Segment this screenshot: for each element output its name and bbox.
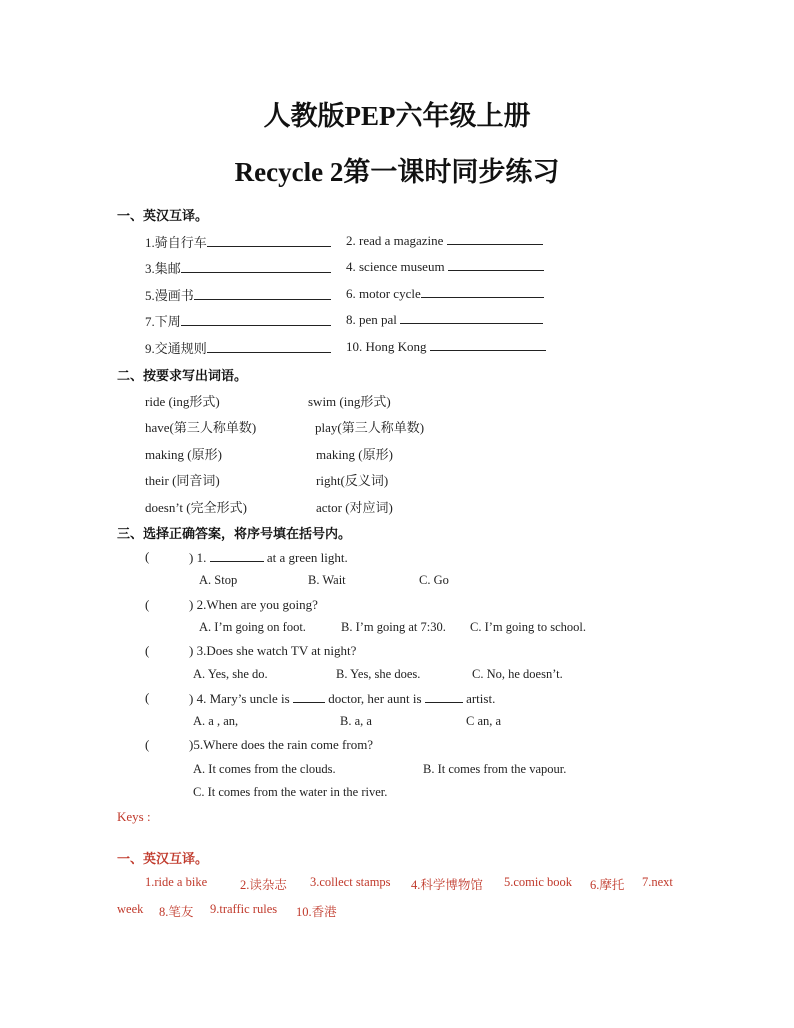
section3-heading: 三、选择正确答案，将序号填在括号内。 [117, 526, 352, 541]
word-item: their (同音词) [145, 473, 220, 488]
q4-option-b: B. a, a [340, 714, 372, 728]
word-item: ride (ing形式) [145, 394, 220, 409]
word-item: have(第三人称单数) [145, 420, 257, 435]
section1-heading: 一、英汉互译。 [117, 208, 209, 223]
q3-option-b: B. Yes, she does. [336, 667, 421, 681]
page-subtitle: Recycle 2第一课时同步练习 [234, 157, 560, 187]
section2-heading: 二、按要求写出词语。 [117, 368, 248, 383]
keys-label: Keys : [117, 809, 151, 824]
answer-paren: ( [145, 690, 150, 705]
question-2: ) 2.When are you going? [189, 597, 318, 612]
translation-item: 9.交通规则 [145, 338, 331, 357]
word-item: making (原形) [316, 447, 393, 462]
answer-paren: ( [145, 597, 150, 612]
key-item: 3.collect stamps [310, 875, 391, 889]
translation-item: 3.集邮 [145, 258, 331, 277]
question-1: ) 1. at a green light. [189, 550, 348, 565]
key-item: 2.读杂志 [240, 878, 287, 892]
q5-option-c: C. It comes from the water in the river. [193, 785, 388, 799]
answer-paren: ( [145, 643, 150, 658]
key-item: 9.traffic rules [210, 902, 278, 916]
word-item: right(反义词) [316, 473, 389, 488]
page-title: 人教版PEP六年级上册 [263, 101, 531, 131]
q5-option-b: B. It comes from the vapour. [423, 762, 567, 776]
q4-option-c: C an, a [466, 714, 502, 728]
q1-option-b: B. Wait [308, 573, 346, 587]
question-4: ) 4. Mary’s uncle is doctor, her aunt is artist. [189, 691, 496, 706]
word-item: actor (对应词) [316, 500, 393, 515]
q2-option-a: A. I’m going on foot. [199, 620, 306, 634]
key-item: 6.摩托 [590, 878, 625, 892]
word-item: making (原形) [145, 447, 222, 462]
word-item: swim (ing形式) [308, 394, 391, 409]
answer-paren: ( [145, 737, 150, 752]
translation-item: 10. Hong Kong [346, 338, 546, 355]
key-item: week [117, 902, 144, 916]
q5-option-a: A. It comes from the clouds. [193, 762, 336, 776]
translation-item: 8. pen pal [346, 311, 543, 328]
translation-item: 6. motor cycle [346, 285, 544, 302]
question-5: )5.Where does the rain come from? [189, 737, 374, 752]
q2-option-b: B. I’m going at 7:30. [341, 620, 446, 634]
word-item: play(第三人称单数) [315, 420, 425, 435]
q1-option-c: C. Go [419, 573, 449, 587]
q3-option-c: C. No, he doesn’t. [472, 667, 563, 681]
answer-paren: ( [145, 549, 150, 564]
q2-option-c: C. I’m going to school. [470, 620, 586, 634]
q4-option-a: A. a , an, [193, 714, 239, 728]
translation-item: 7.下周 [145, 311, 331, 330]
key-item: 4.科学博物馆 [411, 878, 483, 892]
keys-heading: 一、英汉互译。 [117, 851, 209, 866]
key-item: 1.ride a bike [145, 875, 208, 889]
q3-option-a: A. Yes, she do. [193, 667, 268, 681]
translation-item: 4. science museum [346, 258, 544, 275]
question-3: ) 3.Does she watch TV at night? [189, 643, 357, 658]
key-item: 8.笔友 [159, 905, 194, 919]
word-item: doesn’t (完全形式) [145, 500, 247, 515]
translation-item: 1.骑自行车 [145, 232, 331, 251]
q1-option-a: A. Stop [199, 573, 238, 587]
key-item: 5.comic book [504, 875, 573, 889]
translation-item: 5.漫画书 [145, 285, 331, 304]
key-item: 7.next [642, 875, 673, 889]
key-item: 10.香港 [296, 905, 337, 919]
translation-item: 2. read a magazine [346, 232, 543, 249]
